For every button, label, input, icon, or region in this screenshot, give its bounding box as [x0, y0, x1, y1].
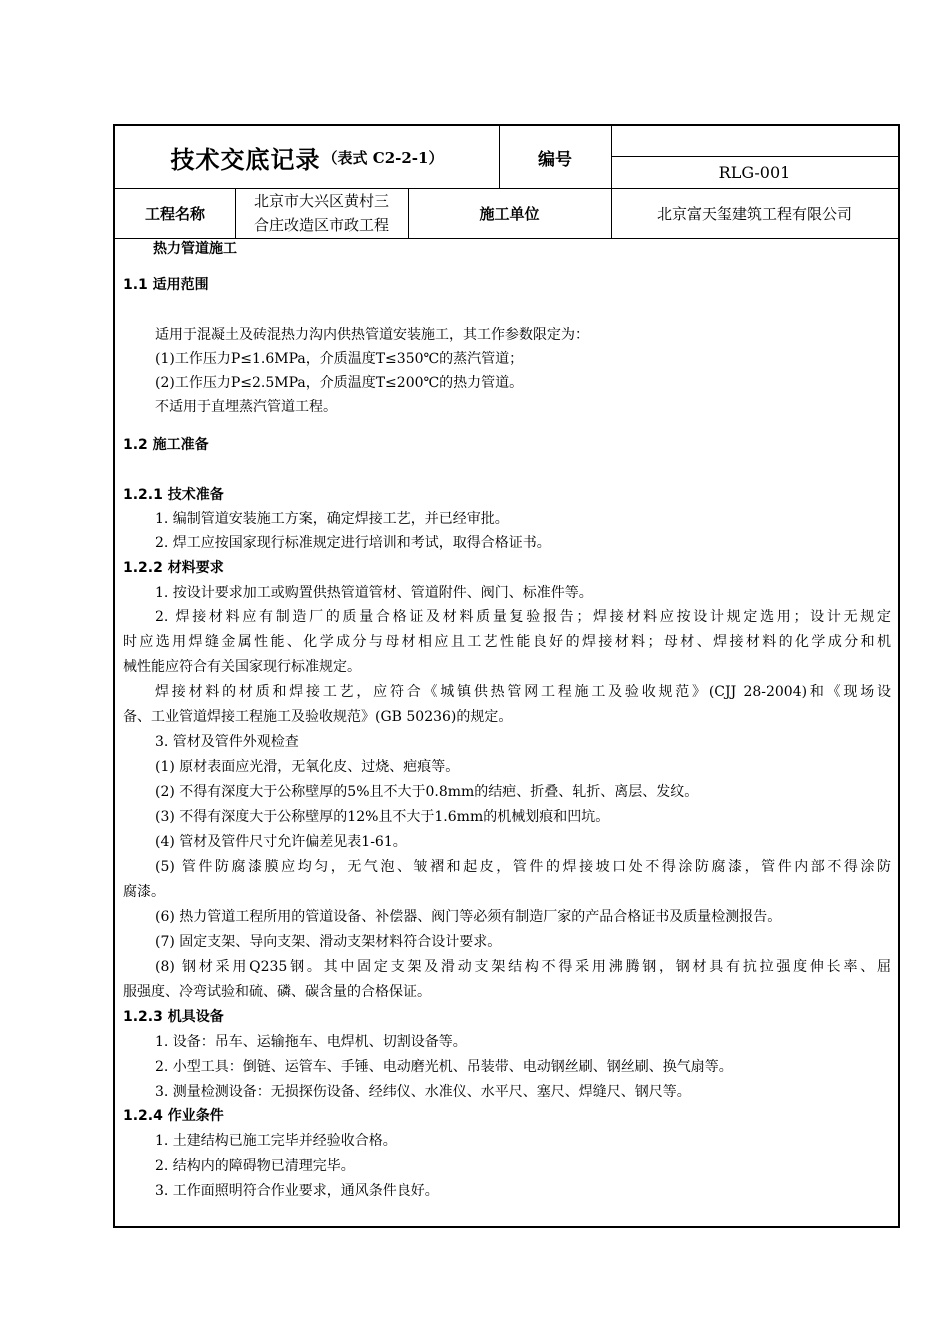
paragraph: (1) 原材表面应光滑，无氧化皮、过烧、疤痕等。	[155, 759, 460, 775]
subsection-heading: 1.2.1 技术准备	[123, 487, 224, 503]
paragraph: (4) 管材及管件尺寸允许偏差见表1-61。	[155, 834, 407, 850]
project-name-value	[235, 188, 408, 238]
form-code: （表式 C2-2-1）	[322, 148, 444, 167]
construction-unit-value: 北京富天玺建筑工程有限公司	[656, 204, 852, 223]
paragraph: 2. 小型工具：倒链、运管车、手锤、电动磨光机、吊装带、电动钢丝刷、钢丝刷、换气扇等。	[155, 1059, 733, 1075]
paragraph: 1. 编制管道安装施工方案，确定焊接工艺，并已经审批。	[155, 511, 509, 527]
topic-heading: 热力管道施工	[153, 241, 237, 257]
paragraph: (7) 固定支架、导向支架、滑动支架材料符合设计要求。	[155, 934, 502, 950]
paragraph: (2) 不得有深度大于公称壁厚的5%且不大于0.8mm的结疤、折叠、轧折、离层、发纹。	[155, 784, 699, 800]
paragraph: (8) 钢材采用Q235钢。其中固定支架及滑动支架结构不得采用沸腾钢，钢材具有抗拉强度伸长率、屈	[155, 959, 891, 975]
paragraph: 2. 结构内的障碍物已清理完毕。	[155, 1158, 355, 1174]
paragraph: 焊接材料的材质和焊接工艺，应符合《城镇供热管网工程施工及验收规范》(CJJ 28-2004)和《现场设	[155, 684, 891, 700]
record-title: 技术交底记录	[170, 145, 321, 174]
paragraph: 1. 按设计要求加工或购置供热管道管材、管道附件、阀门、标准件等。	[155, 585, 593, 601]
section-heading: 1.2 施工准备	[123, 437, 209, 453]
number-label: 编号	[538, 149, 572, 170]
form-title	[115, 126, 499, 188]
project-name-line: 合庄改造区市政工程	[253, 216, 389, 234]
paragraph: (2)工作压力P≤2.5MPa，介质温度T≤200℃的热力管道。	[155, 375, 524, 391]
paragraph: (5) 管件防腐漆膜应均匀，无气泡、皱褶和起皮，管件的焊接坡口处不得涂防腐漆，管件内部不得涂防	[155, 859, 891, 875]
paragraph: 3. 工作面照明符合作业要求，通风条件良好。	[155, 1183, 439, 1199]
paragraph: (6) 热力管道工程所用的管道设备、补偿器、阀门等必须有制造厂家的产品合格证书及质量检测报告。	[155, 909, 782, 925]
paragraph: 备、工业管道焊接工程施工及验收规范》(GB 50236)的规定。	[123, 709, 513, 725]
paragraph: 3. 测量检测设备：无损探伤设备、经纬仪、水准仪、水平尺、塞尺、焊缝尺、钢尺等。	[155, 1084, 691, 1100]
paragraph: 不适用于直埋蒸汽管道工程。	[155, 399, 337, 415]
project-name-line: 北京市大兴区黄村三	[253, 192, 389, 210]
subsection-heading: 1.2.2 材料要求	[123, 560, 224, 576]
number-value: RLG-001	[718, 162, 791, 182]
paragraph: 械性能应符合有关国家现行标准规定。	[123, 659, 361, 675]
section-heading: 1.1 适用范围	[123, 277, 209, 293]
subsection-heading: 1.2.3 机具设备	[123, 1009, 224, 1025]
paragraph: (3) 不得有深度大于公称壁厚的12%且不大于1.6mm的机械划痕和凹坑。	[155, 809, 610, 825]
project-name-label: 工程名称	[144, 204, 205, 223]
paragraph: 1. 土建结构已施工完毕并经验收合格。	[155, 1133, 397, 1149]
paragraph: 时应选用焊缝金属性能、化学成分与母材相应且工艺性能良好的焊接材料；母材、焊接材料的化学成分和机	[123, 634, 891, 650]
paragraph: 适用于混凝土及砖混热力沟内供热管道安装施工，其工作参数限定为：	[155, 327, 589, 343]
paragraph: 服强度、冷弯试验和硫、磷、碳含量的合格保证。	[123, 984, 431, 1000]
paragraph: 2. 焊工应按国家现行标准规定进行培训和考试，取得合格证书。	[155, 535, 551, 551]
paragraph: 腐漆。	[123, 884, 165, 900]
paragraph: 2. 焊接材料应有制造厂的质量合格证及材料质量复验报告；焊接材料应按设计规定选用；设计无规定	[155, 609, 891, 625]
paragraph: 3. 管材及管件外观检查	[155, 734, 299, 750]
paragraph: 1. 设备：吊车、运输拖车、电焊机、切割设备等。	[155, 1034, 467, 1050]
paragraph: (1)工作压力P≤1.6MPa，介质温度T≤350℃的蒸汽管道；	[155, 351, 524, 367]
record-form	[113, 124, 900, 1228]
construction-unit-label: 施工单位	[479, 204, 540, 223]
subsection-heading: 1.2.4 作业条件	[123, 1108, 224, 1124]
